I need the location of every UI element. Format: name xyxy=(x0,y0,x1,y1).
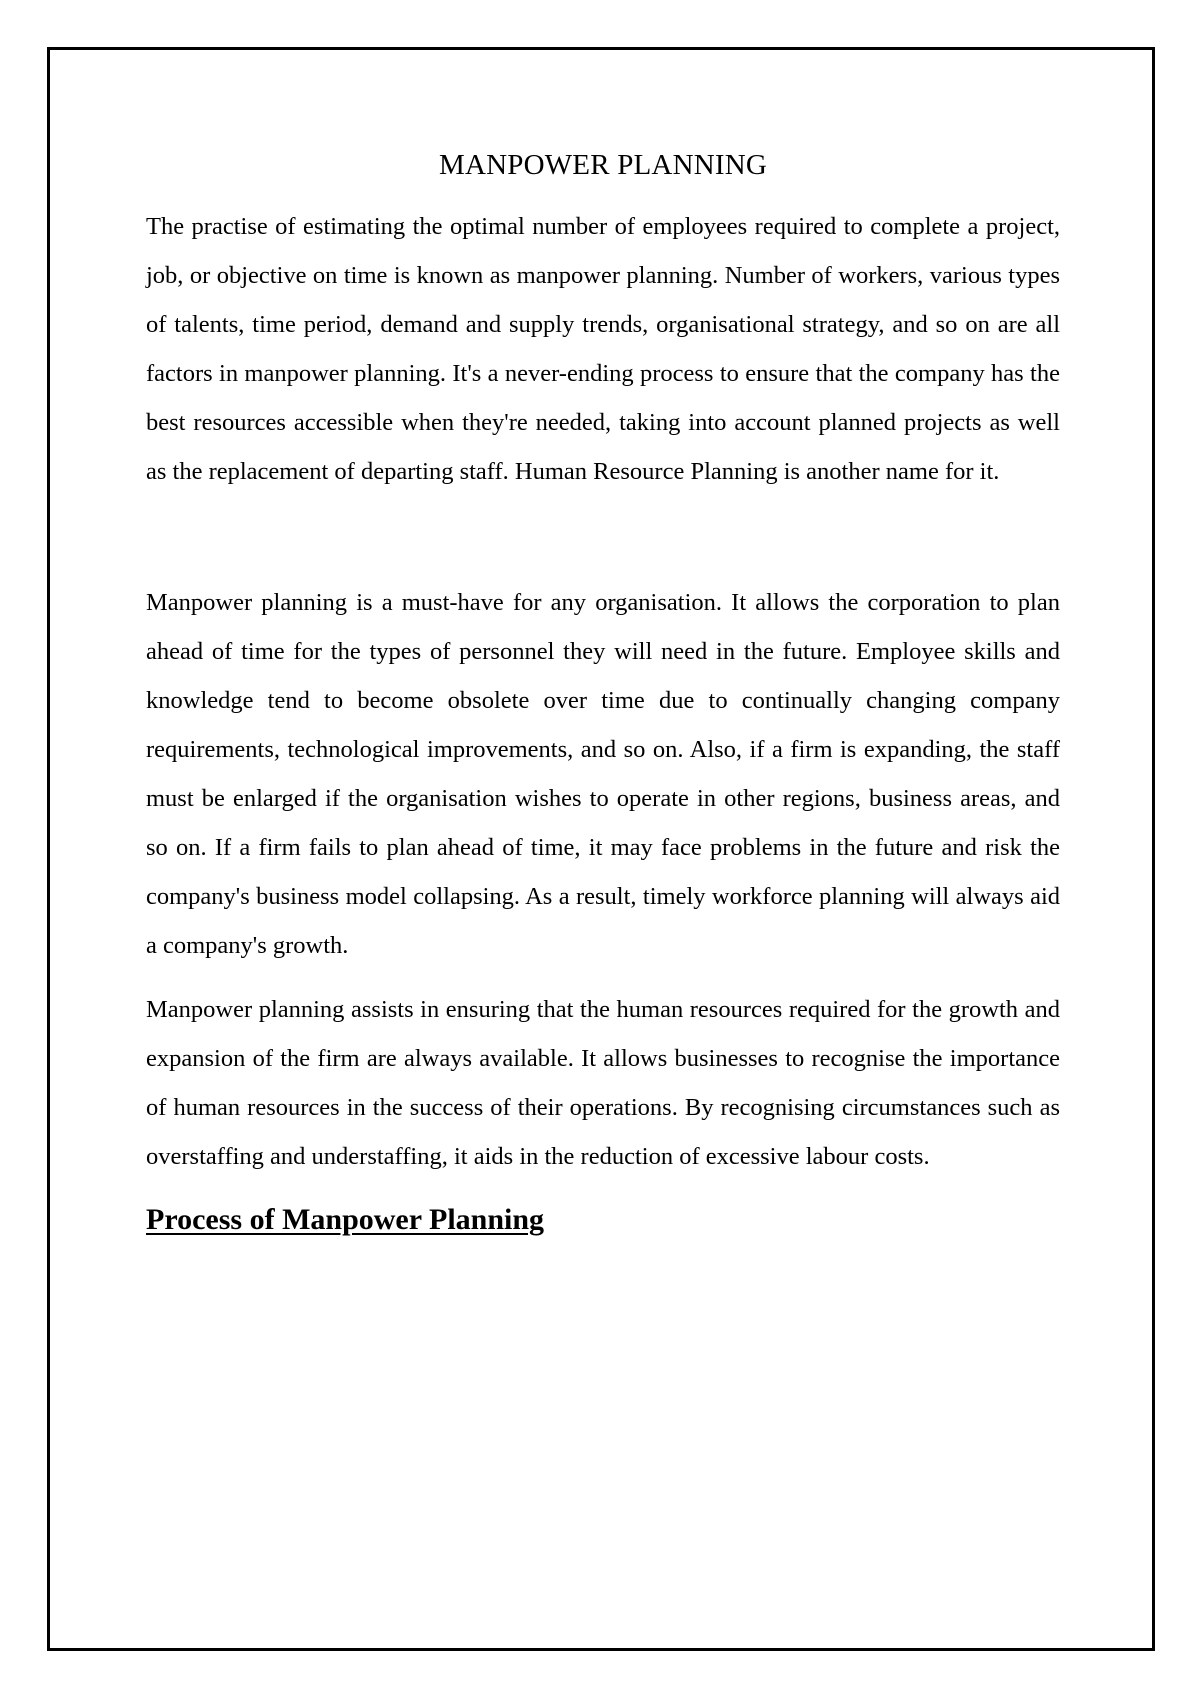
paragraph-benefits: Manpower planning assists in ensuring that the human resources required for the growth and expansion of the firm are always available. It allows businesses to recognise the importance of human resources in the success of their operations. By recognising circumstances such as overstaffing and understaffing, it aids in the reduction of excessive labour costs. xyxy=(146,996,1060,1170)
paragraph-definition: The practise of estimating the optimal number of employees required to complete a project, job, or objective on time is known as manpower planning. Number of workers, various types of talents, time period, demand and supply trends, organisational strategy, and so on are all factors in manpower planning. It's a never-ending process to ensure that the company has the best resources accessible when they're needed, taking into account planned projects as well as the replacement of departing staff. Human Resource Planning is another name for it. xyxy=(146,213,1060,485)
document-title: MANPOWER PLANNING xyxy=(438,149,768,181)
document-body xyxy=(146,140,1060,1245)
paragraph-importance: Manpower planning is a must-have for any organisation. It allows the corporation to plan ahead of time for the types of personnel they will need in the future. Employee skills and knowledge tend to become obsolete over time due to continually changing company requirements, technological improvements, and so on. Also, if a firm is expanding, the staff must be enlarged if the organisation wishes to operate in other regions, business areas, and so on. If a firm fails to plan ahead of time, it may face problems in the future and risk the company's business model collapsing. As a result, timely workforce planning will always aid a company's growth. xyxy=(146,589,1060,959)
section-heading: Process of Manpower Planning xyxy=(146,1203,545,1236)
